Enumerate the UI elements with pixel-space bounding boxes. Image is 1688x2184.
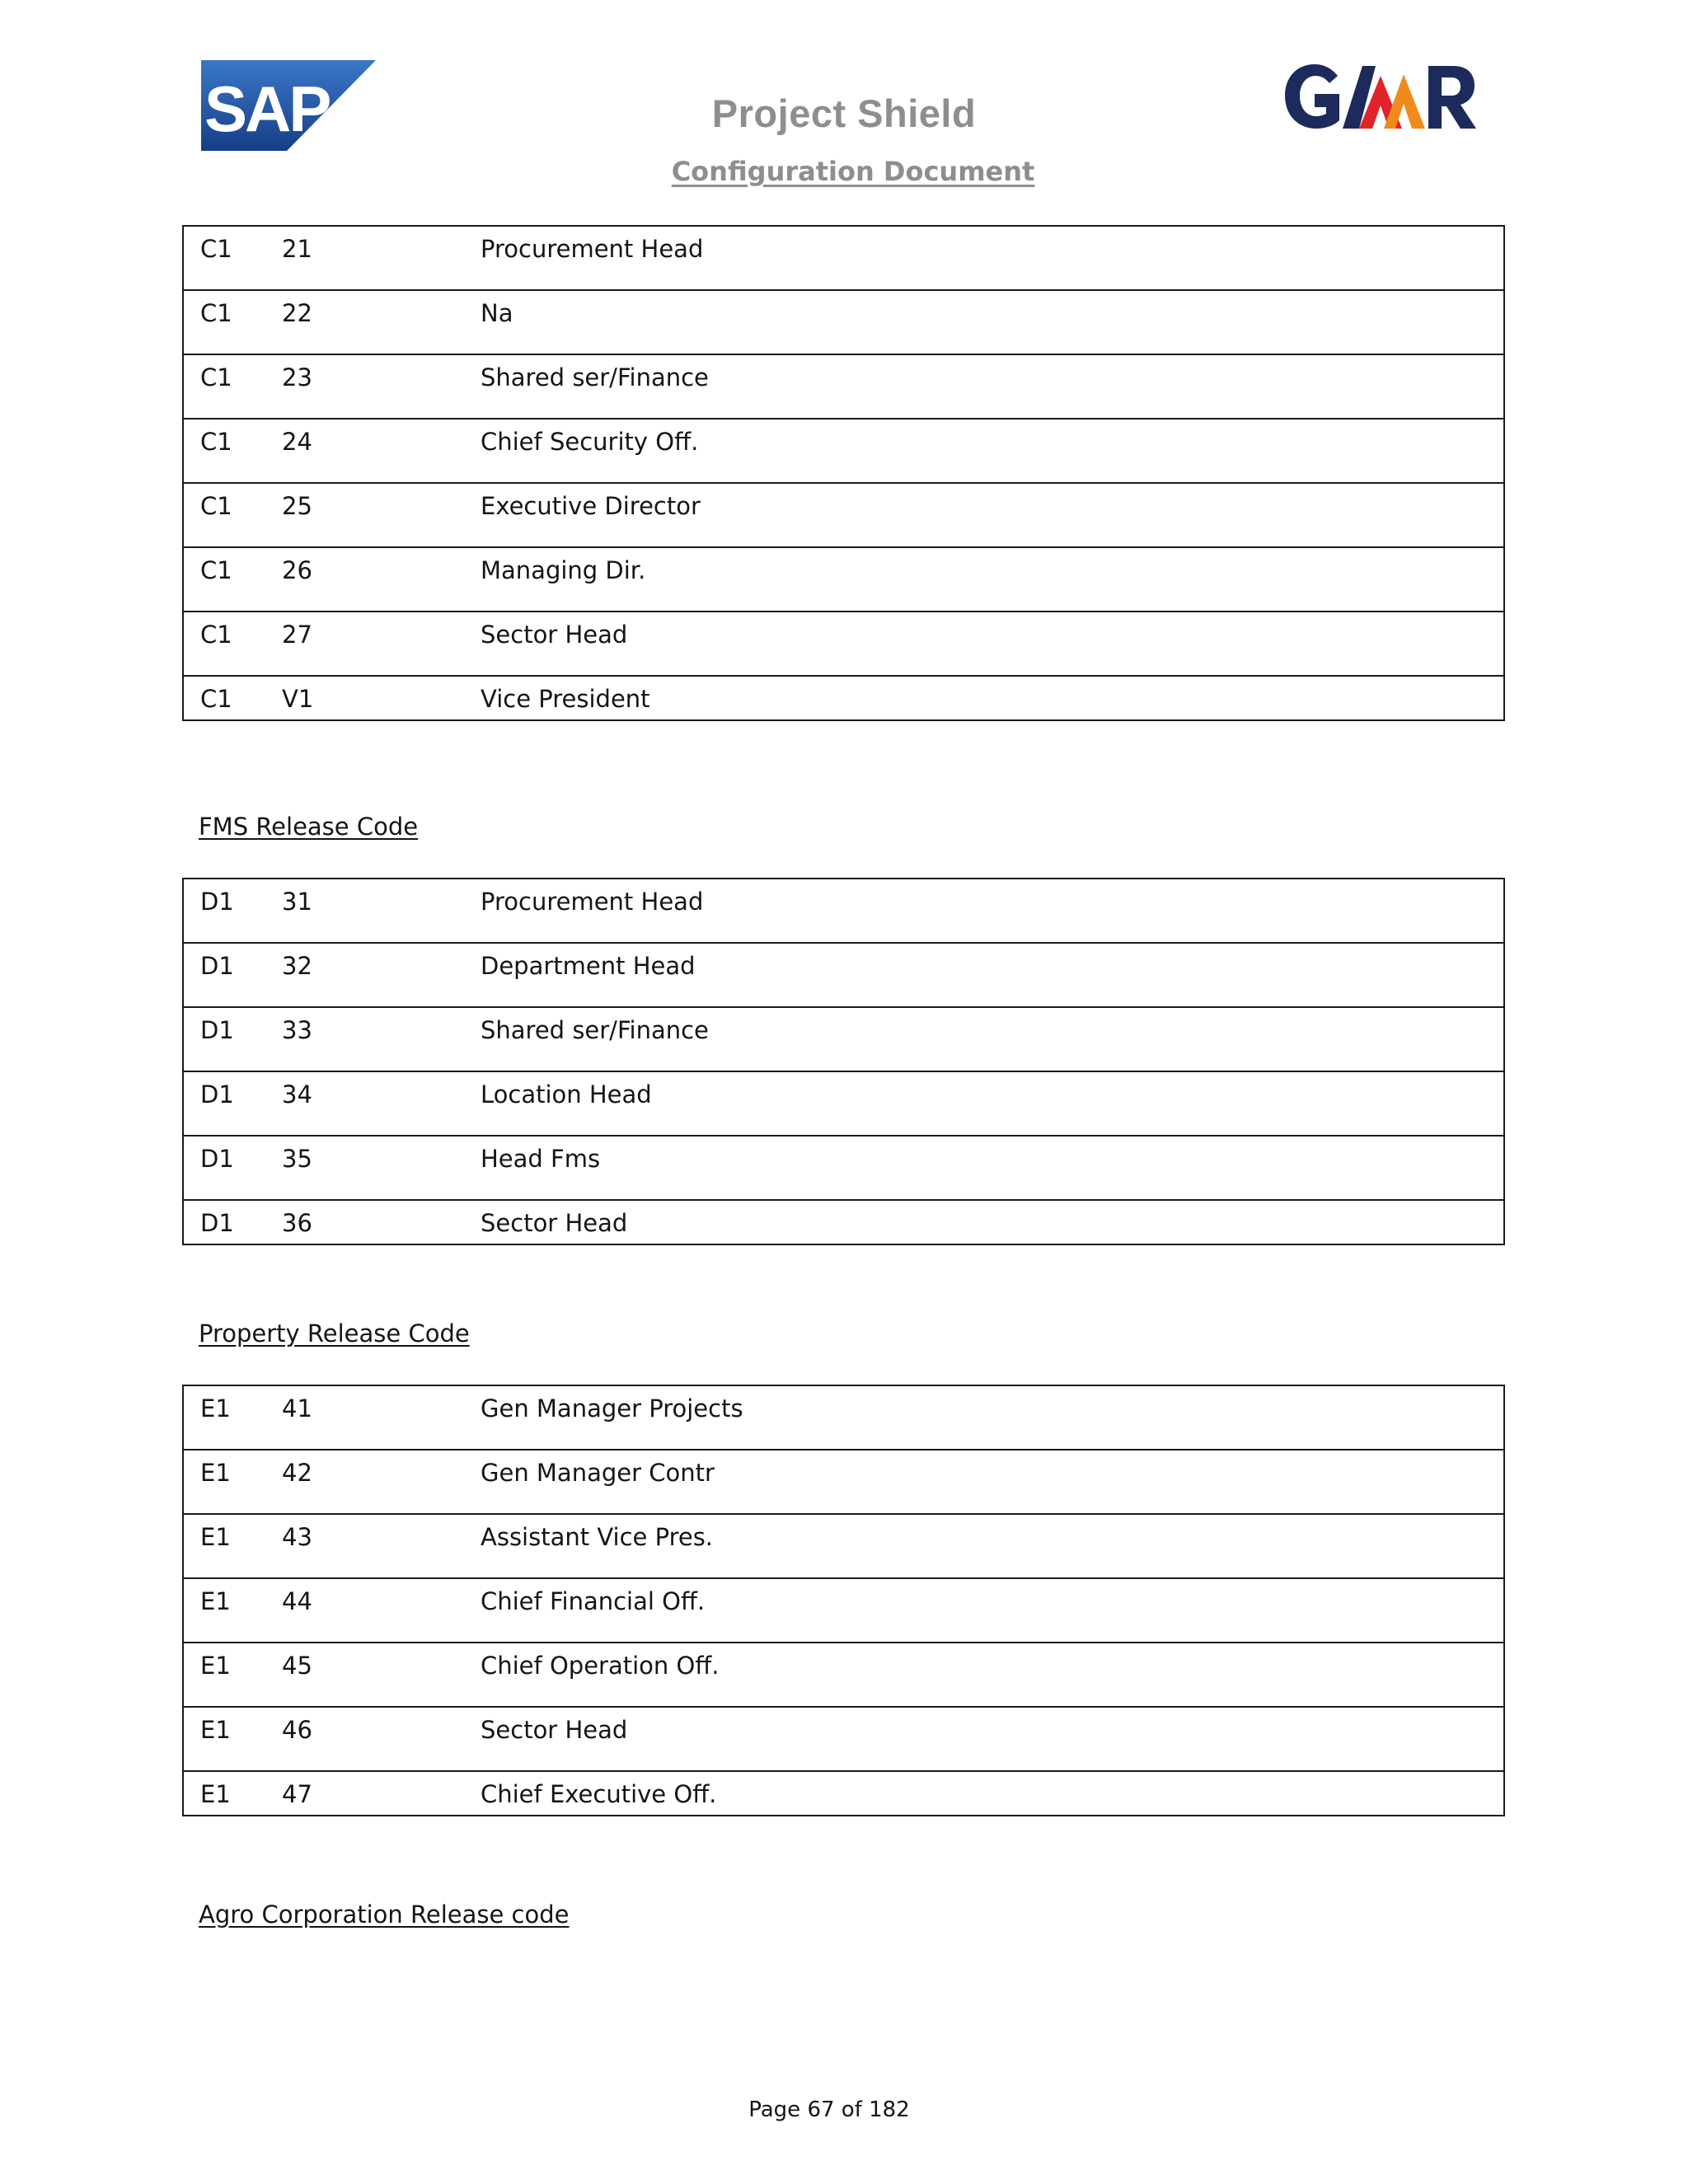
table-row (183, 483, 1504, 547)
release-code-cell: 22 (282, 299, 312, 327)
release-code-cell: 26 (282, 556, 312, 584)
table-row (183, 290, 1504, 354)
release-code-cell: 33 (282, 1016, 312, 1044)
release-group-cell: D1 (200, 1080, 234, 1108)
description-cell: Chief Security Off. (481, 428, 699, 456)
table-row (183, 354, 1504, 419)
description-cell: Department Head (481, 952, 696, 980)
release-group-cell: E1 (200, 1652, 231, 1680)
table-row (183, 1578, 1504, 1643)
release-code-cell: 31 (282, 888, 312, 916)
release-group-cell: C1 (200, 299, 232, 327)
section-heading-agro-corporation-release-code: Agro Corporation Release code (199, 1900, 570, 1929)
release-code-cell: 32 (282, 952, 312, 980)
release-code-cell: 44 (282, 1587, 312, 1615)
release-code-cell: 23 (282, 363, 312, 391)
table-row (183, 676, 1504, 720)
table-row (183, 1450, 1504, 1514)
description-cell: Gen Manager Projects (481, 1394, 743, 1422)
table-row (183, 1643, 1504, 1707)
release-group-cell: E1 (200, 1394, 231, 1422)
release-code-cell: V1 (282, 685, 314, 713)
release-code-table-c1 (182, 225, 1505, 721)
release-group-cell: E1 (200, 1459, 231, 1487)
description-cell: Location Head (481, 1080, 652, 1108)
table-row (183, 943, 1504, 1007)
release-group-cell: D1 (200, 952, 234, 980)
release-code-cell: 25 (282, 492, 312, 520)
document-title: Project Shield (711, 91, 977, 135)
description-cell: Executive Director (481, 492, 701, 520)
description-cell: Sector Head (481, 1209, 628, 1237)
section-heading-property-release-code: Property Release Code (199, 1319, 470, 1347)
release-group-cell: C1 (200, 428, 232, 456)
table-row (183, 1200, 1504, 1244)
release-group-cell: C1 (200, 235, 232, 263)
description-cell: Sector Head (481, 1716, 628, 1744)
release-group-cell: C1 (200, 492, 232, 520)
release-code-cell: 21 (282, 235, 312, 263)
table-row (183, 1771, 1504, 1816)
description-cell: Shared ser/Finance (481, 363, 709, 391)
release-group-cell: E1 (200, 1780, 231, 1808)
release-group-cell: E1 (200, 1716, 231, 1744)
description-cell: Gen Manager Contr (481, 1459, 715, 1487)
release-group-cell: C1 (200, 685, 232, 713)
release-code-cell: 27 (282, 621, 312, 649)
table-row (183, 226, 1504, 290)
svg-text:SAP: SAP (204, 73, 330, 145)
release-group-cell: C1 (200, 621, 232, 649)
table-row (183, 612, 1504, 676)
page-number: Page 67 of 182 (748, 2097, 910, 2122)
release-group-cell: D1 (200, 888, 234, 916)
release-code-cell: 36 (282, 1209, 312, 1237)
description-cell: Chief Executive Off. (481, 1780, 717, 1808)
description-cell: Shared ser/Finance (481, 1016, 709, 1044)
table-row (183, 1071, 1504, 1136)
table-row (183, 1385, 1504, 1450)
release-group-cell: D1 (200, 1145, 234, 1173)
table-row (183, 879, 1504, 943)
release-group-cell: E1 (200, 1523, 231, 1551)
release-code-cell: 42 (282, 1459, 312, 1487)
table-row (183, 547, 1504, 612)
description-cell: Managing Dir. (481, 556, 646, 584)
description-cell: Head Fms (481, 1145, 601, 1173)
table-row (183, 1007, 1504, 1071)
release-code-cell: 45 (282, 1652, 312, 1680)
release-code-cell: 43 (282, 1523, 312, 1551)
release-group-cell: C1 (200, 363, 232, 391)
section-heading-fms-release-code: FMS Release Code (199, 813, 419, 841)
description-cell: Sector Head (481, 621, 628, 649)
release-group-cell: C1 (200, 556, 232, 584)
release-code-cell: 41 (282, 1394, 312, 1422)
table-row (183, 1136, 1504, 1200)
release-code-cell: 34 (282, 1080, 312, 1108)
description-cell: Chief Operation Off. (481, 1652, 720, 1680)
document-subtitle: Configuration Document (671, 156, 1035, 187)
table-row (183, 1514, 1504, 1578)
release-code-cell: 47 (282, 1780, 312, 1808)
description-cell: Procurement Head (481, 235, 704, 263)
release-code-cell: 46 (282, 1716, 312, 1744)
description-cell: Vice President (481, 685, 650, 713)
release-code-table-e1 (182, 1385, 1505, 1816)
release-group-cell: D1 (200, 1209, 234, 1237)
table-row (183, 419, 1504, 483)
release-code-cell: 35 (282, 1145, 312, 1173)
description-cell: Assistant Vice Pres. (481, 1523, 714, 1551)
table-row (183, 1707, 1504, 1771)
release-code-table-d1 (182, 878, 1505, 1245)
description-cell: Procurement Head (481, 888, 704, 916)
description-cell: Chief Financial Off. (481, 1587, 706, 1615)
release-group-cell: D1 (200, 1016, 234, 1044)
release-group-cell: E1 (200, 1587, 231, 1615)
description-cell: Na (481, 299, 513, 327)
release-code-cell: 24 (282, 428, 312, 456)
